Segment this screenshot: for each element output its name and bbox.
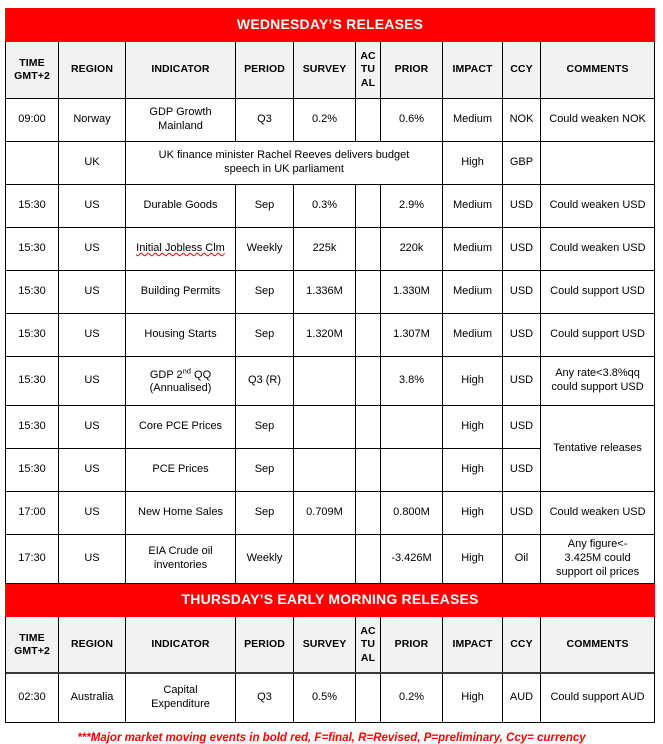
thursday-banner-label: THURSDAY’S EARLY MORNING RELEASES: [6, 584, 655, 617]
cell-region: US: [59, 228, 126, 271]
cell-actual: [356, 492, 381, 535]
cell-ccy: AUD: [503, 674, 541, 723]
column-header-survey: SURVEY: [294, 617, 356, 674]
cell-region: US: [59, 357, 126, 406]
cell-region: US: [59, 535, 126, 584]
column-header-indicator: INDICATOR: [126, 42, 236, 99]
cell-indicator: PCE Prices: [126, 449, 236, 492]
cell-actual: [356, 99, 381, 142]
cell-period: Sep: [236, 271, 294, 314]
cell-impact: Medium: [443, 314, 503, 357]
cell-actual: [356, 535, 381, 584]
cell-period: Weekly: [236, 535, 294, 584]
cell-comments-merged: Tentative releases: [541, 406, 655, 492]
column-header-impact: IMPACT: [443, 617, 503, 674]
cell-survey: [294, 449, 356, 492]
column-header-actual-line1: AC: [360, 50, 376, 63]
cell-indicator: [126, 674, 236, 723]
wednesday-column-header-row: [6, 42, 655, 99]
cell-ccy: USD: [503, 228, 541, 271]
cell-actual: [356, 406, 381, 449]
table-row: [6, 271, 655, 314]
column-header-actual: [356, 617, 381, 674]
cell-comments-line2: could support USD: [551, 381, 644, 393]
cell-prior: 1.307M: [381, 314, 443, 357]
ordinal-suffix: nd: [182, 365, 191, 375]
cell-prior: 0.800M: [381, 492, 443, 535]
cell-impact: Medium: [443, 99, 503, 142]
column-header-time: [6, 617, 59, 674]
cell-region: Australia: [59, 674, 126, 723]
cell-indicator-line1: EIA Crude oil: [148, 545, 213, 558]
table-row: [6, 357, 655, 406]
cell-time: 15:30: [6, 271, 59, 314]
cell-impact: High: [443, 535, 503, 584]
table-row: [6, 492, 655, 535]
cell-survey: [294, 406, 356, 449]
cell-prior: [381, 449, 443, 492]
cell-prior: 1.330M: [381, 271, 443, 314]
cell-ccy: NOK: [503, 99, 541, 142]
cell-time: 17:00: [6, 492, 59, 535]
cell-time: 02:30: [6, 674, 59, 723]
column-header-time-line1: TIME: [19, 56, 45, 69]
cell-survey: [294, 535, 356, 584]
cell-indicator: Building Permits: [126, 271, 236, 314]
cell-actual: [356, 674, 381, 723]
thursday-column-header-row: [6, 617, 655, 674]
column-header-prior: PRIOR: [381, 617, 443, 674]
cell-ccy: USD: [503, 357, 541, 406]
cell-period: Q3: [236, 99, 294, 142]
cell-region: US: [59, 492, 126, 535]
cell-period: Sep: [236, 449, 294, 492]
cell-time: 15:30: [6, 228, 59, 271]
column-header-actual-line3: AL: [360, 76, 376, 89]
table-row-highlighted: [6, 142, 655, 185]
cell-indicator-line2: Expenditure: [151, 698, 210, 710]
cell-survey: 0.2%: [294, 99, 356, 142]
column-header-ccy: CCY: [503, 42, 541, 99]
column-header-time-line1: TIME: [19, 631, 45, 644]
cell-prior: 0.2%: [381, 674, 443, 723]
cell-indicator: [126, 99, 236, 142]
economic-calendar-page: [0, 8, 663, 744]
cell-comments: Could support AUD: [541, 674, 655, 723]
column-header-region: REGION: [59, 617, 126, 674]
cell-period: Sep: [236, 492, 294, 535]
cell-comments: Could support USD: [541, 271, 655, 314]
cell-ccy: USD: [503, 185, 541, 228]
cell-indicator: [126, 228, 236, 271]
cell-ccy: GBP: [503, 142, 541, 185]
cell-ccy: USD: [503, 406, 541, 449]
cell-indicator: Durable Goods: [126, 185, 236, 228]
cell-ccy: Oil: [503, 535, 541, 584]
economic-calendar-table: [5, 8, 655, 723]
cell-impact: High: [443, 492, 503, 535]
cell-indicator-line1: Capital: [163, 684, 198, 697]
cell-comments: [541, 357, 655, 406]
cell-comments-line3: support oil prices: [555, 565, 640, 578]
column-header-actual-line3: AL: [360, 651, 376, 664]
table-row: [6, 406, 655, 449]
cell-indicator: Core PCE Prices: [126, 406, 236, 449]
column-header-comments: COMMENTS: [541, 42, 655, 99]
bottom-divider: [6, 672, 654, 674]
cell-actual: [356, 357, 381, 406]
column-header-actual-line2: TU: [360, 63, 376, 76]
thursday-banner-row: [6, 584, 655, 617]
column-header-prior: PRIOR: [381, 42, 443, 99]
cell-survey: 1.336M: [294, 271, 356, 314]
cell-survey: 225k: [294, 228, 356, 271]
column-header-time-line2: GMT+2: [14, 645, 50, 657]
cell-comments-line2: 3.425M could: [564, 552, 631, 565]
cell-time: 15:30: [6, 449, 59, 492]
cell-prior: 220k: [381, 228, 443, 271]
cell-impact: Medium: [443, 228, 503, 271]
cell-ccy: USD: [503, 492, 541, 535]
cell-impact: High: [443, 142, 503, 185]
cell-comments: Could weaken USD: [541, 185, 655, 228]
cell-prior: 3.8%: [381, 357, 443, 406]
cell-period: Weekly: [236, 228, 294, 271]
cell-time: 15:30: [6, 357, 59, 406]
cell-region: UK: [59, 142, 126, 185]
cell-comments: [541, 142, 655, 185]
cell-comments: Could weaken USD: [541, 492, 655, 535]
cell-indicator-line2: (Annualised): [149, 382, 212, 395]
cell-impact: Medium: [443, 271, 503, 314]
cell-indicator: Housing Starts: [126, 314, 236, 357]
cell-survey: 0.5%: [294, 674, 356, 723]
cell-impact: High: [443, 357, 503, 406]
cell-indicator: [126, 535, 236, 584]
cell-actual: [356, 314, 381, 357]
table-row: [6, 535, 655, 584]
column-header-survey: SURVEY: [294, 42, 356, 99]
cell-region: US: [59, 271, 126, 314]
cell-comments: Could weaken USD: [541, 228, 655, 271]
column-header-period: PERIOD: [236, 617, 294, 674]
table-row: [6, 314, 655, 357]
column-header-actual: [356, 42, 381, 99]
cell-indicator-line1: GDP Growth: [149, 106, 212, 119]
cell-indicator: New Home Sales: [126, 492, 236, 535]
cell-prior: 2.9%: [381, 185, 443, 228]
table-row: [6, 228, 655, 271]
cell-time: 17:30: [6, 535, 59, 584]
cell-comments: Could support USD: [541, 314, 655, 357]
cell-region: US: [59, 185, 126, 228]
cell-actual: [356, 228, 381, 271]
column-header-indicator: INDICATOR: [126, 617, 236, 674]
cell-comments-line1: Any rate<3.8%qq: [555, 367, 640, 380]
cell-actual: [356, 185, 381, 228]
cell-time: [6, 142, 59, 185]
cell-prior: 0.6%: [381, 99, 443, 142]
cell-actual: [356, 449, 381, 492]
cell-ccy: USD: [503, 449, 541, 492]
column-header-time: [6, 42, 59, 99]
wednesday-banner-row: [6, 9, 655, 42]
cell-survey: [294, 357, 356, 406]
column-header-comments: COMMENTS: [541, 617, 655, 674]
cell-indicator-line1: GDP 2nd QQ: [149, 365, 212, 381]
cell-comments: Could weaken NOK: [541, 99, 655, 142]
column-header-ccy: CCY: [503, 617, 541, 674]
cell-period: Q3 (R): [236, 357, 294, 406]
cell-prior: -3.426M: [381, 535, 443, 584]
cell-time: 09:00: [6, 99, 59, 142]
cell-ccy: USD: [503, 271, 541, 314]
cell-impact: Medium: [443, 185, 503, 228]
cell-survey: 0.709M: [294, 492, 356, 535]
cell-period: Sep: [236, 314, 294, 357]
column-header-impact: IMPACT: [443, 42, 503, 99]
cell-period: Sep: [236, 185, 294, 228]
cell-event-description: [126, 142, 443, 185]
column-header-actual-line1: AC: [360, 625, 376, 638]
cell-event-line2: speech in UK parliament: [224, 163, 344, 175]
cell-comments: [541, 535, 655, 584]
wednesday-banner-label: WEDNESDAY’S RELEASES: [6, 9, 655, 42]
legend-footnote: ***Major market moving events in bold red, F=final, R=Revised, P=preliminary, Ccy= currency: [77, 732, 586, 744]
column-header-time-line2: GMT+2: [14, 70, 50, 82]
cell-actual: [356, 271, 381, 314]
cell-region: Norway: [59, 99, 126, 142]
table-row: [6, 674, 655, 723]
cell-event-line1: UK finance minister Rachel Reeves delivers budget: [158, 149, 410, 162]
cell-survey: 0.3%: [294, 185, 356, 228]
cell-impact: High: [443, 406, 503, 449]
cell-impact: High: [443, 449, 503, 492]
cell-time: 15:30: [6, 314, 59, 357]
cell-prior: [381, 406, 443, 449]
cell-impact: High: [443, 674, 503, 723]
cell-time: 15:30: [6, 185, 59, 228]
cell-region: US: [59, 406, 126, 449]
cell-region: US: [59, 314, 126, 357]
cell-period: Q3: [236, 674, 294, 723]
cell-region: US: [59, 449, 126, 492]
cell-indicator-line2: Mainland: [158, 120, 203, 132]
cell-ccy: USD: [503, 314, 541, 357]
column-header-region: REGION: [59, 42, 126, 99]
column-header-actual-line2: TU: [360, 638, 376, 651]
column-header-period: PERIOD: [236, 42, 294, 99]
cell-indicator-spellcheck-text: Initial Jobless Clm: [136, 242, 225, 255]
cell-time: 15:30: [6, 406, 59, 449]
cell-period: Sep: [236, 406, 294, 449]
cell-indicator: [126, 357, 236, 406]
cell-comments-line1: Any figure<-: [567, 538, 628, 551]
table-row: [6, 185, 655, 228]
cell-survey: 1.320M: [294, 314, 356, 357]
cell-indicator-line2: inventories: [153, 559, 208, 571]
table-row: [6, 99, 655, 142]
